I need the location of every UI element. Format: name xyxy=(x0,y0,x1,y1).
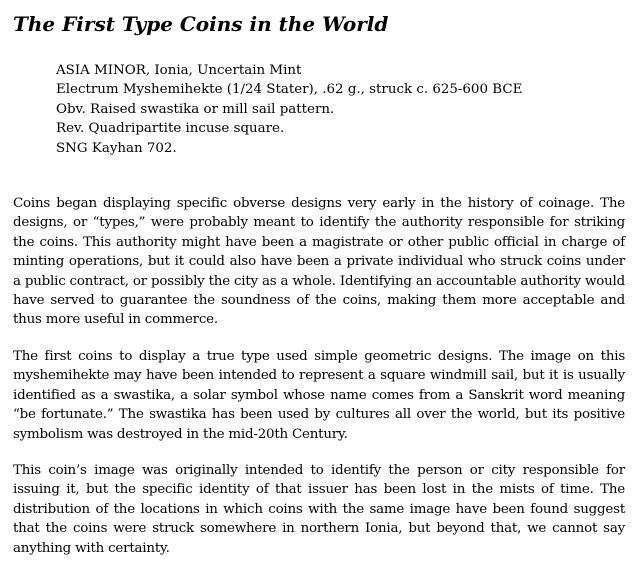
catalog-entry xyxy=(56,61,522,158)
paragraph-types-history: Coins began displaying specific obverse designs very early in the history of coinage. The designs, or “types,” were probably meant to identify the authority responsible for striking the coins. This authority might have been a magistrate or other public official in charge of minting operations, but it could also have been a private individual who struck coins under a public contract, or possibly the city as a whole. Identifying an accountable authority would have served to guarantee the soundness of the coins, making them more acceptable and thus more useful in commerce. xyxy=(13,196,625,328)
paragraph-geometric-designs: The first coins to display a true type used simple geometric designs. The image on this myshemihekte may have been intended to represent a square windmill sail, but it is usually identified as a swastika, a solar symbol whose name comes from a Sanskrit word meaning “be fortunate.” The swastika has been used by cultures all over the world, but its positive symbolism was destroyed in the mid-20th Century. xyxy=(13,349,625,442)
catalog-line-denomination: Electrum Myshemihekte (1/24 Stater), .62 g., struck c. 625-600 BCE xyxy=(56,82,523,98)
page-title: The First Type Coins in the World xyxy=(13,12,389,36)
catalog-line-obverse: Obv. Raised swastika or mill sail pattern. xyxy=(56,101,335,117)
paragraph-issuer-identity: This coin’s image was originally intended to identify the person or city responsible for issuing it, but the specific identity of that issuer has been lost in the mists of time. The distribution of the locations in which coins with the same image have been found suggest that the coins were struck somewhere in northern Ionia, but beyond that, we cannot say anything with certainty. xyxy=(13,463,625,556)
catalog-line-mint: ASIA MINOR, Ionia, Uncertain Mint xyxy=(56,63,302,78)
catalog-line-reverse: Rev. Quadripartite incuse square. xyxy=(56,121,285,137)
catalog-line-reference: SNG Kayhan 702. xyxy=(56,140,177,156)
